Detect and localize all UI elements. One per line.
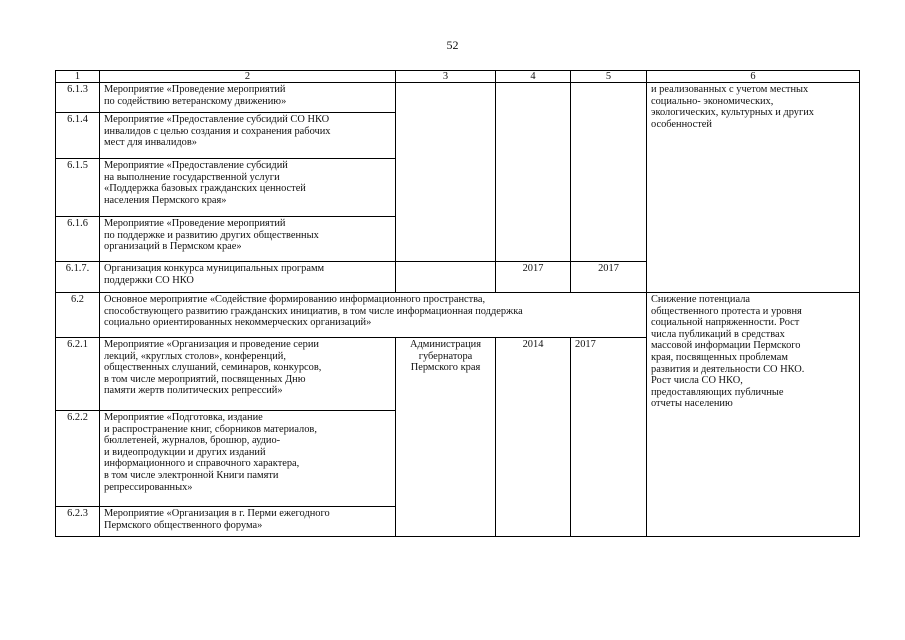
activity-text: Мероприятие «Организация и проведение серии лекций, «круглых столов», конференций, общественных слушаний, семинаров, конкурсов, в том числе мероприятий, посвященных Дню памяти жертв политических репрессий»	[100, 338, 396, 411]
activity-text: Мероприятие «Проведение мероприятий по поддержке и развитию других общественных организаций в Пермском крае»	[100, 217, 396, 262]
activity-text: Мероприятие «Предоставление субсидий на выполнение государственной услуги «Поддержка базовых гражданских ценностей населения Пермского края»	[100, 159, 396, 217]
executor-cell	[396, 262, 496, 293]
end-year-cell	[571, 83, 647, 262]
executor: Администрация губернатора Пермского края	[396, 338, 496, 537]
activity-text: Организация конкурса муниципальных программ поддержки СО НКО	[100, 262, 396, 293]
row-number: 6.1.4	[56, 113, 100, 159]
row-number: 6.1.5	[56, 159, 100, 217]
start-year: 2017	[496, 262, 571, 293]
row-number: 6.2.3	[56, 507, 100, 537]
row-number: 6.2	[56, 293, 100, 338]
activity-text: Мероприятие «Предоставление субсидий СО НКО инвалидов с целью создания и сохранения рабочих мест для инвалидов»	[100, 113, 396, 159]
column-number-3: 3	[396, 71, 496, 83]
activity-text: Мероприятие «Проведение мероприятий по содействию ветеранскому движению»	[100, 83, 396, 113]
expected-result: и реализованных с учетом местных социально- экономических, экологических, культурных и других особенностей	[647, 83, 860, 293]
activity-text: Мероприятие «Организация в г. Перми ежегодного Пермского общественного форума»	[100, 507, 396, 537]
end-year: 2017	[571, 338, 647, 537]
table-row	[56, 293, 860, 338]
row-number: 6.2.2	[56, 411, 100, 507]
program-table	[55, 70, 860, 537]
row-number: 6.1.7.	[56, 262, 100, 293]
expected-result: Снижение потенциала общественного протеста и уровня социальной напряженности. Рост числа публикаций в средствах массовой информации Пермского края, посвященных проблемам развития и деятельности СО НКО. Рост числа СО НКО, предоставляющих публичные отчеты населению	[647, 293, 860, 537]
column-number-row	[56, 71, 860, 83]
row-number: 6.2.1	[56, 338, 100, 411]
main-activity-text: Основное мероприятие «Содействие формированию информационного пространства, способствующего развитию гражданских инициатив, в том числе информационная поддержка социально ориентированных некоммерческих организаций»	[100, 293, 647, 338]
start-year-cell	[496, 83, 571, 262]
end-year: 2017	[571, 262, 647, 293]
executor-cell	[396, 83, 496, 262]
start-year: 2014	[496, 338, 571, 537]
column-number-2: 2	[100, 71, 396, 83]
column-number-4: 4	[496, 71, 571, 83]
column-number-5: 5	[571, 71, 647, 83]
activity-text: Мероприятие «Подготовка, издание и распространение книг, сборников материалов, бюллетеней, журналов, брошюр, аудио- и видеопродукции и других изданий информационного и справочного характера, в том числе электронной Книги памяти репрессированных»	[100, 411, 396, 507]
row-number: 6.1.3	[56, 83, 100, 113]
table-row	[56, 83, 860, 113]
page-number: 52	[446, 38, 459, 52]
row-number: 6.1.6	[56, 217, 100, 262]
column-number-6: 6	[647, 71, 860, 83]
column-number-1: 1	[56, 71, 100, 83]
